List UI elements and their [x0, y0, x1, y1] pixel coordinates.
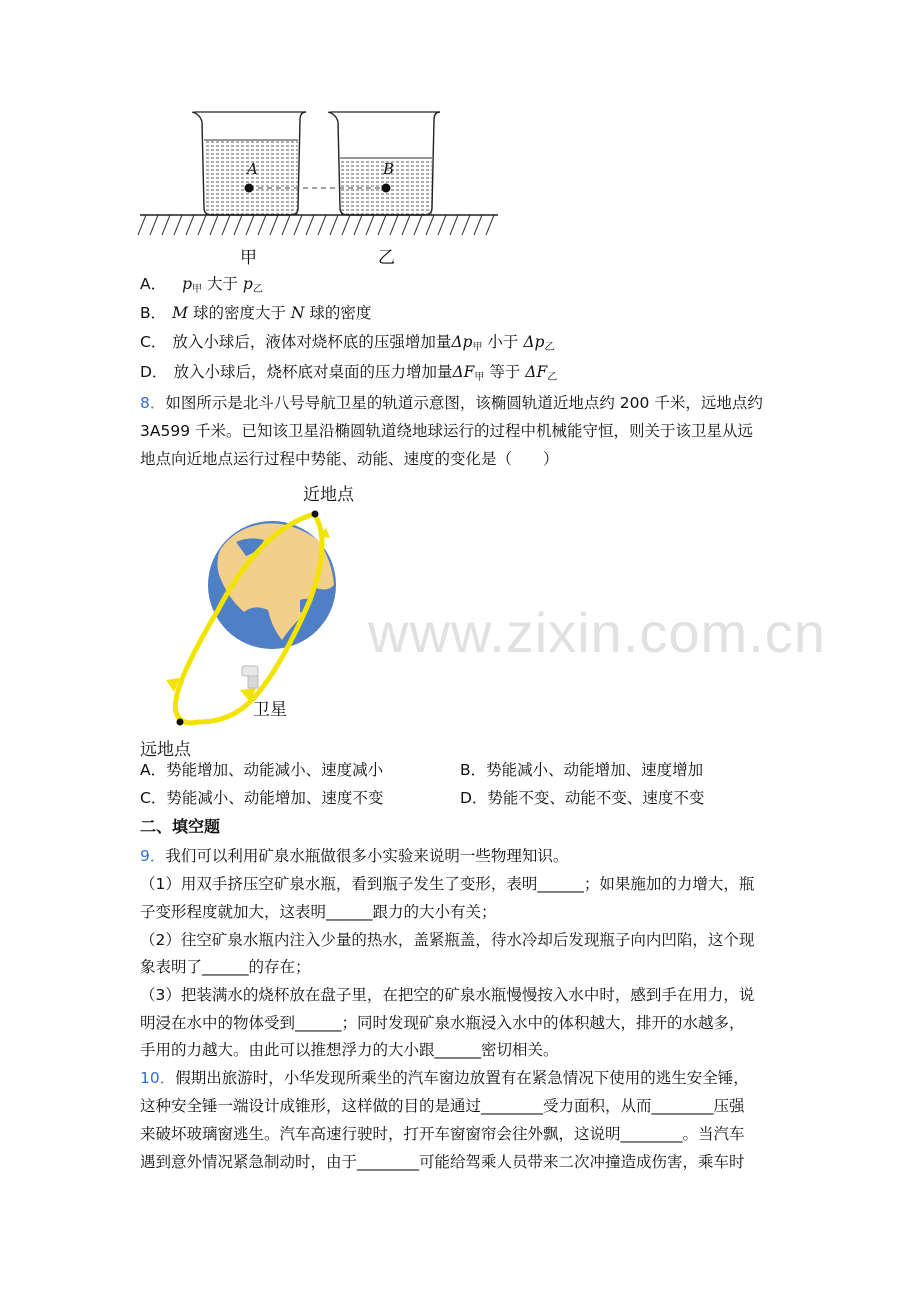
- q8-option-A: A．势能增加、动能减小、速度减小: [140, 761, 384, 779]
- q7-option-A: A． $p_甲$ 大于 $p_乙$: [140, 275, 263, 295]
- q8-option-D: D．势能不变、动能不变、速度不变: [460, 789, 705, 807]
- q7-option-D: D． 放入小球后，烧杯底对桌面的压力增加量$\Delta F_甲$ 等于 $\Delta F_乙$: [140, 363, 558, 383]
- q10-number: 10．: [140, 1069, 176, 1087]
- q9-line-2: （1）用双手挤压空矿泉水瓶，看到瓶子发生了变形，表明______；如果施加的力增大，瓶: [140, 875, 755, 893]
- label-yi: 乙: [378, 248, 395, 268]
- q7-option-C: C． 放入小球后，液体对烧杯底的压强增加量$\Delta p_甲$ 小于 $\Delta p_乙$: [140, 333, 555, 353]
- label-satellite: 卫星: [253, 700, 287, 720]
- apogee-point: [177, 719, 184, 726]
- q8-number: 8．: [140, 394, 166, 412]
- q10-line-4: 遇到意外情况紧急制动时，由于________可能给驾乘人员带来二次冲撞造成伤害，乘车时: [140, 1153, 745, 1171]
- ball-B: [382, 184, 391, 193]
- ball-A: [245, 184, 254, 193]
- q8-option-C: C．势能减小、动能增加、速度不变: [140, 789, 384, 807]
- q10-line-2: 这种安全锤一端设计成锥形，这样做的目的是通过________受力面积，从而________压强: [140, 1097, 745, 1115]
- q10-line-1: 10．假期出旅游时，小华发现所乘坐的汽车窗边放置有在紧急情况下使用的逃生安全锤，: [140, 1069, 749, 1087]
- q8-line-3: 地点向近地点运行过程中势能、动能、速度的变化是（ ）: [140, 450, 559, 468]
- q9-line-3: 子变形程度就加大，这表明______跟力的大小有关；: [140, 903, 497, 921]
- q9-line-5: 象表明了______的存在；: [140, 958, 311, 976]
- q9-line-6: （3）把装满水的烧杯放在盘子里，在把空的矿泉水瓶慢慢按入水中时，感到手在用力，说: [140, 986, 755, 1004]
- q9-line-4: （2）往空矿泉水瓶内注入少量的热水，盖紧瓶盖，待水冷却后发现瓶子向内凹陷，这个现: [140, 931, 755, 949]
- q8-line-2: 3A599 千米。已知该卫星沿椭圆轨道绕地球运行的过程中机械能守恒，则关于该卫星从远: [140, 422, 753, 440]
- label-B: B: [383, 160, 395, 178]
- label-jia: 甲: [240, 248, 257, 268]
- q8-option-B: B．势能减小、动能增加、速度增加: [460, 761, 704, 779]
- perigee-point: [312, 511, 319, 518]
- q7-option-B: B． M 球的密度大于 N 球的密度: [140, 304, 372, 322]
- q10-line-3: 来破坏玻璃窗逃生。汽车高速行驶时，打开车窗窗帘会往外飘，这说明________。当汽车: [140, 1125, 745, 1143]
- q9-line-8: 手用的力越大。由此可以推想浮力的大小跟______密切相关。: [140, 1041, 559, 1059]
- q8-line-1: 8．如图所示是北斗八号导航卫星的轨道示意图，该椭圆轨道近地点约 200 千米，远地点约: [140, 394, 763, 412]
- beaker-figure: [136, 100, 506, 240]
- q9-line-1: 9．我们可以利用矿泉水瓶做很多小实验来说明一些物理知识。: [140, 847, 569, 865]
- q9-line-7: 明浸在水中的物体受到______；同时发现矿泉水瓶浸入水中的体积越大，排开的水越多，: [140, 1014, 745, 1032]
- watermark: www.zixin.com.cn: [368, 601, 826, 664]
- satellite-icon: [242, 666, 258, 688]
- q9-number: 9．: [140, 847, 166, 865]
- label-perigee: 近地点: [303, 485, 354, 505]
- label-apogee: 远地点: [140, 740, 191, 760]
- label-A: A: [247, 160, 258, 178]
- section-heading: 二、填空题: [140, 817, 221, 836]
